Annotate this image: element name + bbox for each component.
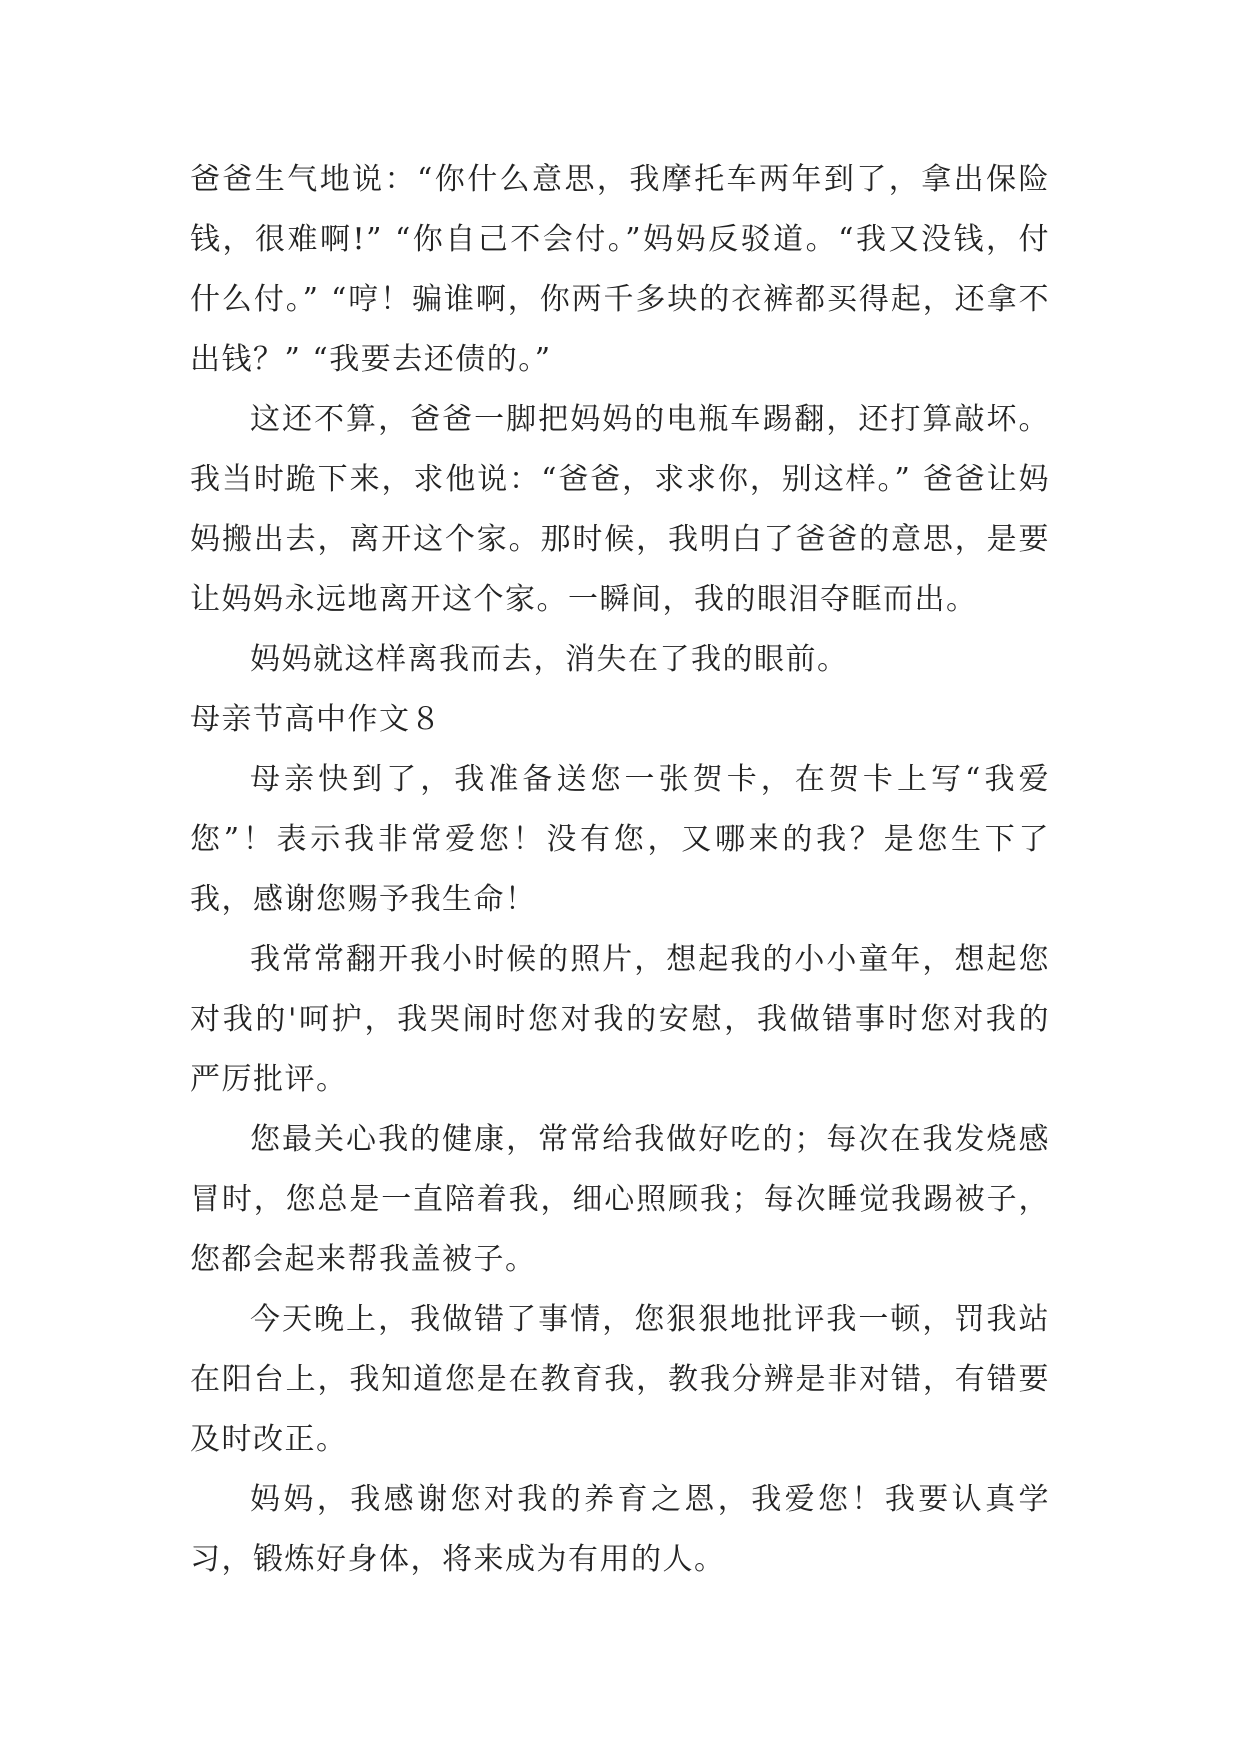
paragraph-mother-leaves: 妈妈就这样离我而去，消失在了我的眼前。 bbox=[250, 642, 849, 677]
paragraph-greeting-card: 母亲快到了，我准备送您一张贺卡，在贺卡上写“我爱您”！表示我非常爱您！没有您，又哪来的我？是您生下了我，感谢您赐予我生命！ bbox=[190, 762, 1050, 917]
paragraph-dialogue: 爸爸生气地说：“你什么意思，我摩托车两年到了，拿出保险钱，很难啊!” “你自己不会付。”妈妈反驳道。“我又没钱，付什么付。” “哼！骗谁啊，你两千多块的衣裤都买得起，还拿不出钱？” “我要去还债的。” bbox=[190, 162, 1050, 377]
document-body bbox=[190, 150, 1050, 1590]
paragraph-punishment: 今天晚上，我做错了事情，您狠狠地批评我一顿，罚我站在阳台上，我知道您是在教育我，教我分辨是非对错，有错要及时改正。 bbox=[190, 1302, 1050, 1457]
paragraph-health-care: 您最关心我的健康，常常给我做好吃的；每次在我发烧感冒时，您总是一直陪着我，细心照顾我；每次睡觉我踢被子，您都会起来帮我盖被子。 bbox=[190, 1122, 1050, 1277]
paragraph-father-kicks-scooter: 这还不算，爸爸一脚把妈妈的电瓶车踢翻，还打算敲坏。我当时跪下来，求他说：“爸爸，求求你，别这样。” 爸爸让妈妈搬出去，离开这个家。那时候，我明白了爸爸的意思，是要让妈妈永远地离开这个家。一瞬间，我的眼泪夺眶而出。 bbox=[190, 402, 1050, 617]
section-title: 母亲节高中作文８ bbox=[190, 702, 442, 737]
paragraph-gratitude: 妈妈，我感谢您对我的养育之恩，我爱您！我要认真学习，锻炼好身体，将来成为有用的人。 bbox=[190, 1482, 1050, 1577]
paragraph-childhood-photos: 我常常翻开我小时候的照片，想起我的小小童年，想起您对我的'呵护，我哭闹时您对我的安慰，我做错事时您对我的严厉批评。 bbox=[190, 942, 1050, 1097]
